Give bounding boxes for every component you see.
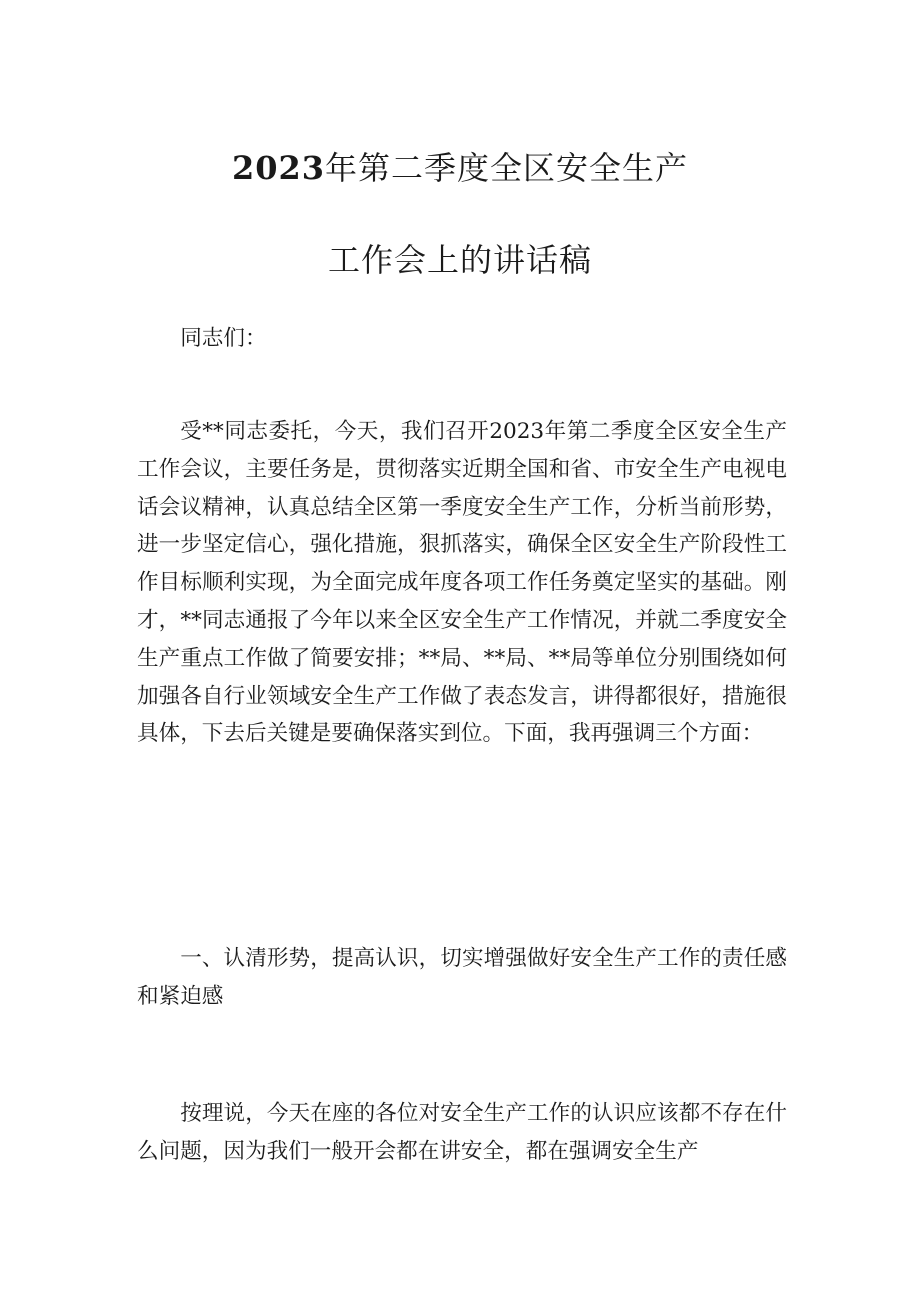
document-title-line-2: 工作会上的讲话稿	[327, 241, 592, 279]
title-year: 2023	[231, 149, 326, 187]
section-heading-1: 一、认清形势，提高认识，切实增强做好安全生产工作的责任感和紧迫感	[137, 946, 787, 1009]
title-line-1-text: 年第二季度全区安全生产	[325, 149, 689, 187]
document-title-line-1	[0, 148, 920, 188]
paragraph-section-1: 按理说，今天在座的各位对安全生产工作的认识应该都不存在什么问题，因为我们一般开会都在讲安全，都在强调安全生产	[137, 1101, 787, 1164]
greeting: 同志们：	[180, 326, 267, 351]
paragraph-intro: 受**同志委托，今天，我们召开2023年第二季度全区安全生产工作会议，主要任务是，贯彻落实近期全国和省、市安全生产电视电话会议精神，认真总结全区第一季度安全生产工作，分析当前形势，进一步坚定信心，强化措施，狠抓落实，确保全区安全生产阶段性工作目标顺利实现，为全面完成年度各项工作任务奠定坚实的基础。刚才，**同志通报了今年以来全区安全生产工作情况，并就二季度安全生产重点工作做了简要安排；**局、**局、**局等单位分别围绕如何加强各自行业领域安全生产工作做了表态发言，讲得都很好，措施很具体，下去后关键是要确保落实到位。下面，我再强调三个方面：	[137, 419, 787, 747]
